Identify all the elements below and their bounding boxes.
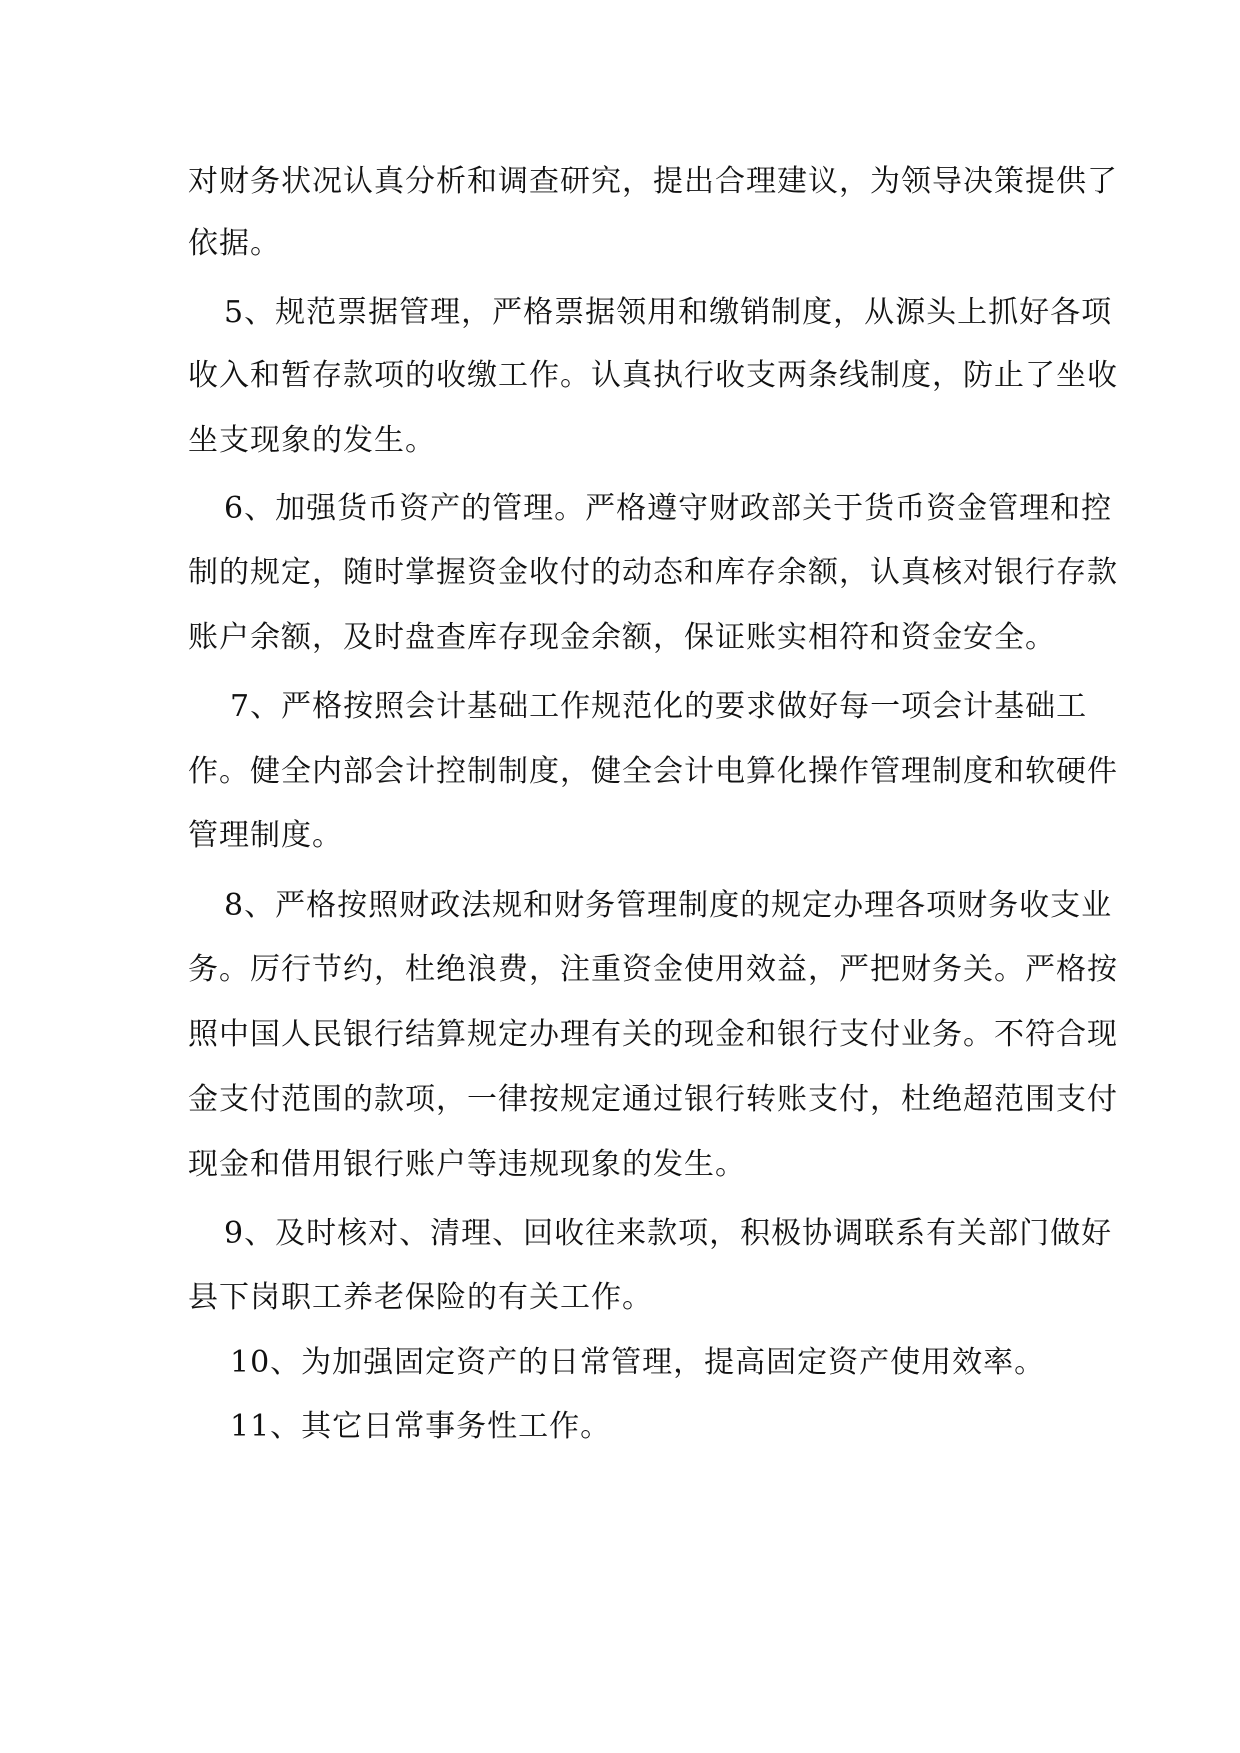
paragraph-line: 11、其它日常事务性工作。 [230, 1409, 612, 1444]
paragraph-line: 务。厉行节约，杜绝浪费，注重资金使用效益，严把财务关。严格按 [188, 952, 1118, 987]
paragraph-line: 管理制度。 [188, 818, 343, 853]
paragraph-line: 县下岗职工养老保险的有关工作。 [188, 1280, 653, 1315]
paragraph-line: 5、规范票据管理，严格票据领用和缴销制度，从源头上抓好各项 [224, 295, 1113, 330]
paragraph-line: 依据。 [188, 226, 281, 261]
paragraph-line: 7、严格按照会计基础工作规范化的要求做好每一项会计基础工 [230, 689, 1088, 724]
paragraph-line: 8、严格按照财政法规和财务管理制度的规定办理各项财务收支业 [224, 888, 1113, 923]
paragraph-line: 6、加强货币资产的管理。严格遵守财政部关于货币资金管理和控 [224, 491, 1113, 526]
paragraph-line: 金支付范围的款项，一律按规定通过银行转账支付，杜绝超范围支付 [188, 1082, 1118, 1117]
paragraph-line: 照中国人民银行结算规定办理有关的现金和银行支付业务。不符合现 [188, 1017, 1118, 1052]
paragraph-line: 对财务状况认真分析和调查研究，提出合理建议，为领导决策提供了 [188, 164, 1118, 199]
paragraph-line: 作。健全内部会计控制制度，健全会计电算化操作管理制度和软硬件 [188, 754, 1118, 789]
paragraph-line: 10、为加强固定资产的日常管理，提高固定资产使用效率。 [230, 1345, 1046, 1380]
paragraph-line: 现金和借用银行账户等违规现象的发生。 [188, 1147, 746, 1182]
paragraph-line: 坐支现象的发生。 [188, 423, 436, 458]
paragraph-line: 9、及时核对、清理、回收往来款项，积极协调联系有关部门做好 [224, 1216, 1113, 1251]
paragraph-line: 制的规定，随时掌握资金收付的动态和库存余额，认真核对银行存款 [188, 555, 1118, 590]
paragraph-line: 账户余额，及时盘查库存现金余额，保证账实相符和资金安全。 [188, 620, 1056, 655]
paragraph-line: 收入和暂存款项的收缴工作。认真执行收支两条线制度，防止了坐收 [188, 358, 1118, 393]
